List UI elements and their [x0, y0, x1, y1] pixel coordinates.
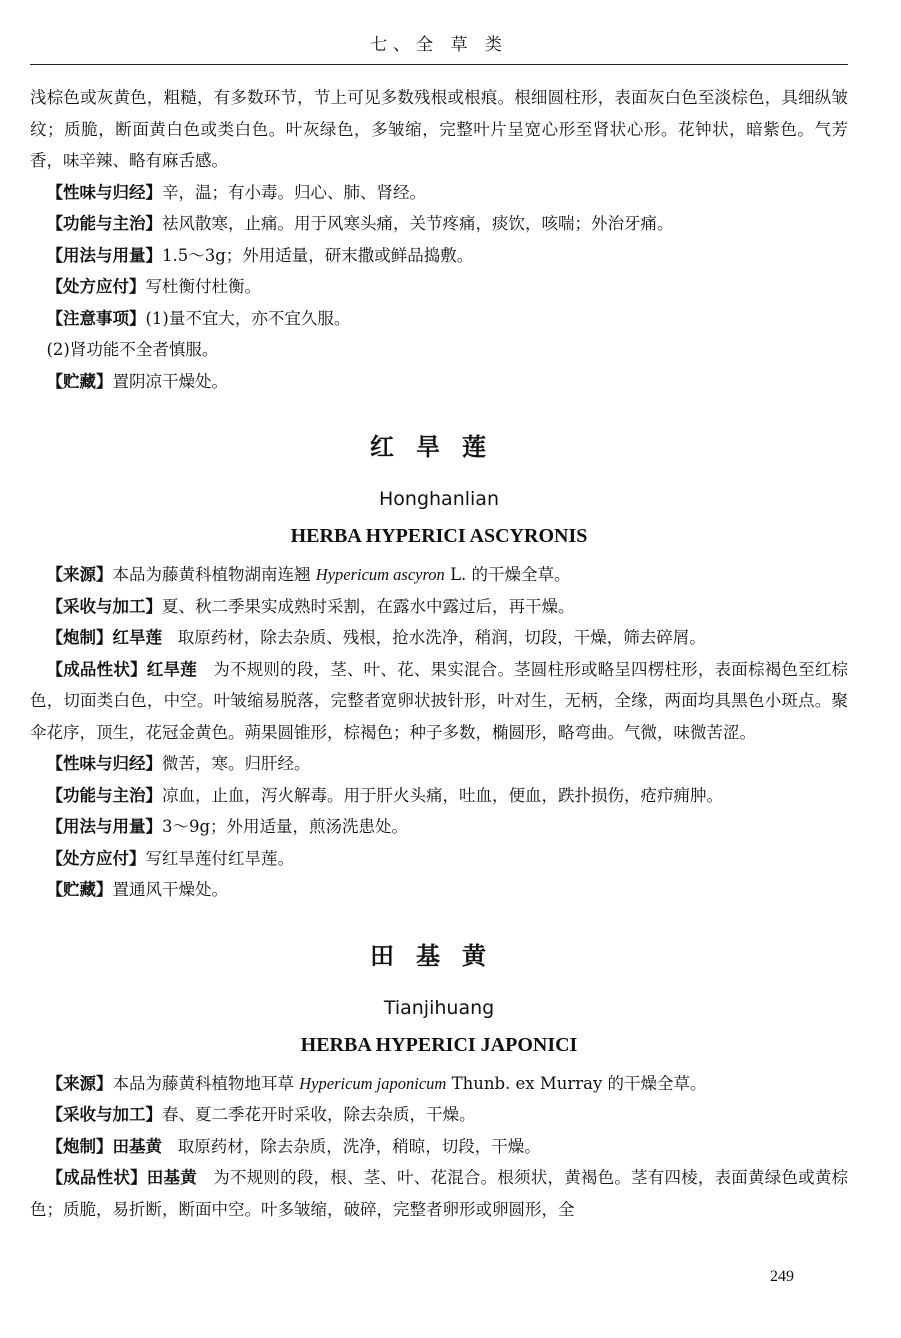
entry-text: 为不规则的段，茎、叶、花、果实混合。茎圆柱形或略呈四楞柱形，表面棕褐色至红棕色，切面类白色，中空。叶皱缩易脱落，完整者宽卵状披针形，叶对生，无柄，全缘，两面均具黑色小斑点。聚伞花序，顶生，花冠金黄色。蒴果圆锥形，棕褐色；种子多数，椭圆形，略弯曲。气微，味微苦涩。 — [30, 659, 849, 742]
entry-caishou: 【采收与加工】春、夏二季花开时采收，除去杂质，干燥。 — [46, 1105, 476, 1124]
entry-text: 取原药材，除去杂质，洗净，稍晾，切段，干燥。 — [177, 1136, 541, 1156]
species-name: Hypericum ascyron — [315, 565, 445, 584]
entry-tag: 贮藏 — [63, 880, 96, 899]
entry-text: (1)量不宜大，亦不宜久服。 — [145, 308, 351, 328]
entry-tag: 炮制 — [63, 1136, 96, 1156]
monograph-title-latin: HERBA HYPERICI JAPONICI — [300, 1033, 578, 1056]
entry-zhuyi-2: (2)肾功能不全者慎服。 — [46, 340, 219, 359]
entry-text: 夏、秋二季果实成熟时采割，在露水中露过后，再干燥。 — [162, 596, 575, 616]
entry-xingzhuang: 【成品性状】红旱莲 为不规则的段，茎、叶、花、果实混合。茎圆柱形或略呈四楞柱形，表面棕褐色至红棕色，切面类白色，中空。叶皱缩易脱落，完整者宽卵状披针形，叶对生，无柄，全缘，两面均具黑色小斑点。聚伞花序，顶生，花冠金黄色。蒴果圆锥形，棕褐色；种子多数，椭圆形，略弯曲。气微，味微苦涩。 — [30, 659, 849, 742]
entry-tag: 用法与用量 — [63, 245, 146, 265]
entry-tag: 炮制 — [63, 628, 96, 647]
entry-tag: 成品性状 — [63, 659, 131, 679]
entry-tag: 注意事项 — [63, 308, 129, 328]
entry-gongneng: 【功能与主治】祛风散寒，止痛。用于风寒头痛，关节疼痛，痰饮，咳喘；外治牙痛。 — [46, 214, 674, 233]
entry-tag: 来源 — [63, 565, 96, 584]
entry-text: 1.5～3g；外用适量，研末撒或鲜品捣敷。 — [162, 245, 474, 265]
product-name: 红旱莲 — [146, 659, 197, 679]
entry-text: 本品为藤黄科植物湖南连翘 — [112, 565, 311, 584]
entry-caishou: 【采收与加工】夏、秋二季果实成熟时采割，在露水中露过后，再干燥。 — [46, 596, 575, 616]
entry-paozhi: 【炮制】红旱莲 取原药材，除去杂质、残根，抢水洗净，稍润，切段，干燥，筛去碎屑。 — [46, 628, 706, 647]
entry-text: Thunb. ex Murray 的干燥全草。 — [451, 1073, 707, 1093]
entry-zhuyi: 【注意事项】(1)量不宜大，亦不宜久服。 — [46, 308, 351, 328]
entry-xingwei: 【性味与归经】辛，温；有小毒。归心、肺、肾经。 — [46, 182, 426, 202]
continued-paragraph: 浅棕色或灰黄色，粗糙，有多数环节，节上可见多数残根或根痕。根细圆柱形，表面灰白色至淡棕色，具细纵皱纹；质脆，断面黄白色或类白色。叶灰绿色，多皱缩，完整叶片呈宽心形至肾状心形。花钟状，暗紫色。气芳香，味辛辣、略有麻舌感。 — [30, 88, 848, 170]
monograph-title-cn: 红旱莲 — [370, 433, 508, 461]
page-number: 249 — [770, 1268, 794, 1285]
entry-text: 写红旱莲付红旱莲。 — [145, 848, 294, 868]
product-name: 田基黄 — [112, 1136, 162, 1156]
entry-xingzhuang: 【成品性状】田基黄 为不规则的段，根、茎、叶、花混合。根须状，黄褐色。茎有四棱，表面黄绿色或黄棕色；质脆，易折断，断面中空。叶多皱缩，破碎，完整者卵形或卵圆形，全 — [30, 1168, 849, 1219]
entry-yongfa: 【用法与用量】1.5～3g；外用适量，研末撒或鲜品捣敷。 — [46, 245, 474, 265]
header-text: 七、全 草 类 — [370, 35, 508, 55]
entry-tag: 性味与归经 — [63, 754, 146, 773]
monograph-title-pinyin: Honghanlian — [379, 488, 499, 510]
entry-chufang: 【处方应付】写杜衡付杜衡。 — [46, 277, 261, 296]
monograph-title-pinyin: Tianjihuang — [383, 996, 495, 1019]
entry-text: 置阴凉干燥处。 — [112, 371, 228, 391]
entry-text: 微苦，寒。归肝经。 — [162, 754, 311, 773]
entry-tag: 采收与加工 — [63, 1105, 146, 1124]
entry-paozhi: 【炮制】田基黄 取原药材，除去杂质，洗净，稍晾，切段，干燥。 — [46, 1136, 541, 1156]
monograph-title-cn: 田基黄 — [370, 941, 508, 970]
entry-chufang: 【处方应付】写红旱莲付红旱莲。 — [46, 848, 294, 868]
running-header — [30, 30, 848, 65]
entry-text: 祛风散寒，止痛。用于风寒头痛，关节疼痛，痰饮，咳喘；外治牙痛。 — [162, 214, 674, 233]
entry-text: L. 的干燥全草。 — [450, 565, 571, 584]
entry-xingwei: 【性味与归经】微苦，寒。归肝经。 — [46, 754, 311, 773]
entry-tag: 功能与主治 — [63, 785, 146, 805]
entry-tag: 贮藏 — [63, 371, 96, 391]
entry-laiyuan: 【来源】本品为藤黄科植物湖南连翘 Hypericum ascyron L. 的干燥全草。 — [46, 565, 571, 584]
page-body — [30, 82, 848, 1225]
product-name: 红旱莲 — [112, 628, 162, 647]
entry-text: 写杜衡付杜衡。 — [145, 277, 261, 296]
entry-tag: 性味与归经 — [63, 182, 146, 202]
entry-tag: 处方应付 — [63, 848, 129, 868]
entry-yongfa: 【用法与用量】3～9g；外用适量，煎汤洗患处。 — [46, 817, 409, 836]
entry-text: 凉血，止血，泻火解毒。用于肝火头痛，吐血，便血，跌扑损伤，疮疖痈肿。 — [162, 785, 723, 805]
species-name: Hypericum japonicum — [299, 1073, 447, 1093]
entry-text: 为不规则的段，根、茎、叶、花混合。根须状，黄褐色。茎有四棱，表面黄绿色或黄棕色；质脆，易折断，断面中空。叶多皱缩，破碎，完整者卵形或卵圆形，全 — [30, 1168, 849, 1219]
entry-tag: 采收与加工 — [63, 596, 146, 616]
entry-text: 本品为藤黄科植物地耳草 — [112, 1073, 294, 1093]
entry-zhucang: 【贮藏】置通风干燥处。 — [46, 880, 228, 899]
entry-text: 辛，温；有小毒。归心、肺、肾经。 — [162, 182, 426, 202]
entry-tag: 成品性状 — [63, 1168, 131, 1187]
entry-text: 春、夏二季花开时采收，除去杂质，干燥。 — [162, 1105, 476, 1124]
entry-tag: 功能与主治 — [63, 214, 146, 233]
entry-gongneng: 【功能与主治】凉血，止血，泻火解毒。用于肝火头痛，吐血，便血，跌扑损伤，疮疖痈肿。 — [46, 785, 723, 805]
entry-zhucang: 【贮藏】置阴凉干燥处。 — [46, 371, 228, 391]
entry-text: 取原药材，除去杂质、残根，抢水洗净，稍润，切段，干燥，筛去碎屑。 — [177, 628, 706, 647]
entry-text: 置通风干燥处。 — [112, 880, 228, 899]
entry-tag: 处方应付 — [63, 277, 129, 296]
entry-laiyuan: 【来源】本品为藤黄科植物地耳草 Hypericum japonicum Thunb. ex Murray 的干燥全草。 — [46, 1073, 707, 1093]
entry-tag: 用法与用量 — [63, 817, 146, 836]
product-name: 田基黄 — [146, 1168, 197, 1187]
entry-tag: 来源 — [63, 1073, 96, 1093]
monograph-title-latin: HERBA HYPERICI ASCYRONIS — [290, 525, 588, 547]
entry-text: 3～9g；外用适量，煎汤洗患处。 — [162, 817, 409, 836]
